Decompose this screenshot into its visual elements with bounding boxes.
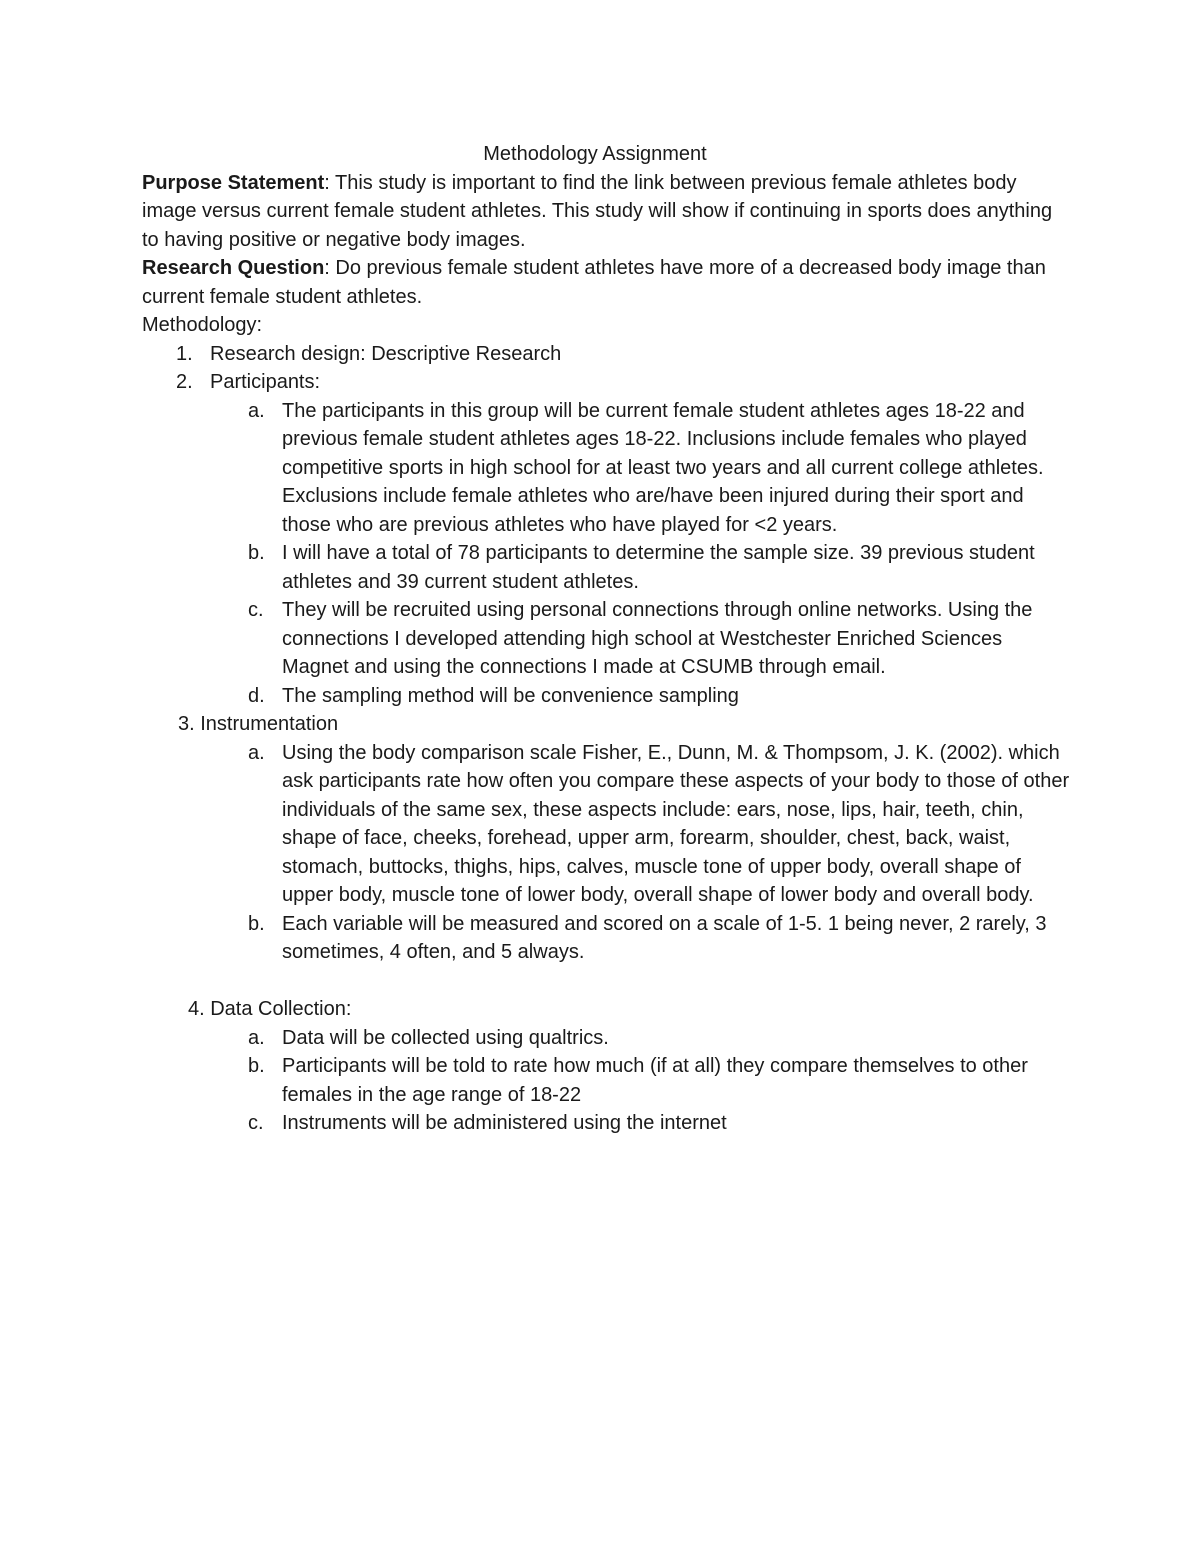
list-item-text: Participants will be told to rate how much (if at all) they compare themselves to other females in the age range of 18-22 (282, 1055, 1028, 1106)
list-marker: b. (248, 1055, 265, 1077)
list-marker: c. (248, 1112, 264, 1134)
purpose-statement (142, 169, 1072, 255)
question-label: Research Question (142, 257, 325, 279)
sub-item-instrumentation-a (142, 739, 1072, 910)
list-marker: a. (248, 741, 265, 764)
sub-item-instrumentation-b (142, 910, 1072, 967)
sub-item-participants-b (142, 539, 1072, 596)
list-item-text: Using the body comparison scale Fisher, E., Dunn, M. & Thompsom, J. K. (2002). which ask participants rate how often you compare these aspects of your body to those of other individuals of the same sex, these aspects include: ears, nose, lips, hair, teeth, chin, shape of face, cheeks, forehead, upper arm, forearm, shoulder, chest, back, waist, stomach, buttocks, thighs, hips, calves, muscle tone of upper body, overall shape of upper body, muscle tone of lower body, overall shape of lower body and overall body. (282, 741, 1070, 906)
sub-item-data-collection-b (142, 1052, 1072, 1109)
sub-item-participants-d (142, 682, 1072, 711)
list-marker: b. (248, 912, 265, 935)
purpose-label: Purpose Statement (142, 171, 325, 194)
list-item-text: The participants in this group will be current female student athletes ages 18-22 and previous female student athletes ages 18-22. Inclusions include females who played competitive sports in high school for at least two years and all current college athletes. Exclusions include female athletes who are/have been injured during their sport and those who are previous athletes who have played for <2 years. (282, 399, 1044, 536)
section-instrumentation: 3. Instrumentation (178, 713, 339, 735)
list-item-text: They will be recruited using personal connections through online networks. Using the connections I developed attending high school at Westchester Enriched Sciences Magnet and using the connections I made at CSUMB through email. (282, 599, 1033, 678)
list-item-text: Participants: (210, 371, 321, 393)
list-marker: c. (248, 599, 264, 621)
list-marker: a. (248, 1026, 265, 1049)
sub-item-participants-a (142, 397, 1072, 540)
document-title: Methodology Assignment (483, 143, 707, 165)
list-item-text: Data will be collected using qualtrics. (282, 1026, 609, 1049)
research-question (142, 254, 1072, 311)
list-marker: 1. (176, 342, 193, 365)
list-item-research-design (142, 340, 1072, 369)
list-item-text: The sampling method will be convenience sampling (282, 684, 739, 707)
section-data-collection: 4. Data Collection: (188, 998, 352, 1020)
list-item-text: Each variable will be measured and scored on a scale of 1-5. 1 being never, 2 rarely, 3 sometimes, 4 often, and 5 always. (282, 912, 1047, 963)
list-item-text: Research design: Descriptive Research (210, 342, 562, 365)
question-text: : Do previous female student athletes have more of a decreased body image than current female student athletes. (142, 257, 1046, 308)
methodology-label: Methodology: (142, 314, 263, 336)
list-marker: d. (248, 684, 265, 707)
document-page (142, 140, 1072, 1138)
purpose-text: : This study is important to find the link between previous female athletes body image versus current female student athletes. This study will show if continuing in sports does anything to having positive or negative body images. (142, 171, 1053, 251)
list-item-text: I will have a total of 78 participants to determine the sample size. 39 previous student athletes and 39 current student athletes. (282, 542, 1035, 593)
list-item-participants (142, 368, 1072, 397)
list-marker: a. (248, 399, 265, 422)
sub-item-participants-c (142, 596, 1072, 682)
list-item-text: Instruments will be administered using the internet (282, 1112, 727, 1134)
list-marker: 2. (176, 371, 193, 393)
blank-line (142, 967, 1072, 996)
sub-item-data-collection-c (142, 1109, 1072, 1138)
sub-item-data-collection-a (142, 1024, 1072, 1053)
list-marker: b. (248, 542, 265, 564)
